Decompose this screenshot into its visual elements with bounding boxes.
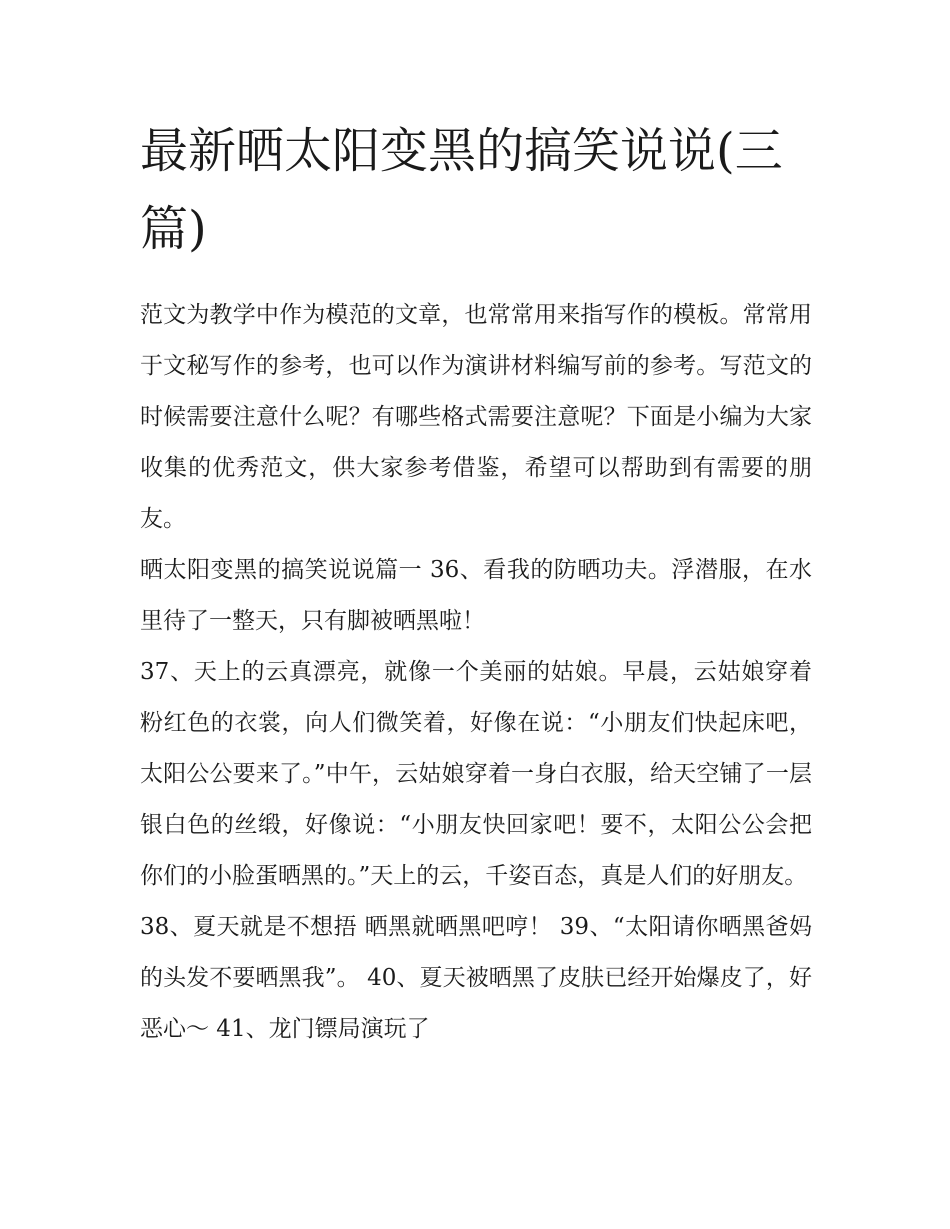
intro-paragraph: 范文为教学中作为模范的文章，也常常用来指写作的模板。常常用于文秘写作的参考，也可以作为演讲材料编写前的参考。写范文的时候需要注意什么呢？有哪些格式需要注意呢？下面是小编为大家收集的优秀范文，供大家参考借鉴，希望可以帮助到有需要的朋友。 <box>140 302 812 532</box>
document-title: 最新晒太阳变黑的搞笑说说(三篇) <box>140 123 783 257</box>
paragraph-37: 37、天上的云真漂亮，就像一个美丽的姑娘。早晨，云姑娘穿着粉红色的衣裳，向人们微笑着，好像在说：“小朋友们快起床吧，太阳公公要来了。”中午，云姑娘穿着一身白衣服，给天空铺了一层银白色的丝缎，好像说：“小朋友快回家吧！要不，太阳公公会把你们的小脸蛋晒黑的。”天上的云，千姿百态，真是人们的好朋友。 <box>140 659 812 889</box>
document-page <box>140 112 812 1055</box>
paragraph-36: 晒太阳变黑的搞笑说说篇一 36、看我的防晒功夫。浮潜服，在水里待了一整天，只有脚被晒黑啦！ <box>140 557 812 634</box>
paragraph-38-41: 38、夏天就是不想捂 晒黑就晒黑吧哼！ 39、“太阳请你晒黑爸妈的头发不要晒黑我”。 40、夏天被晒黑了皮肤已经开始爆皮了，好恶心～ 41、龙门镖局演玩了 <box>140 914 812 1042</box>
